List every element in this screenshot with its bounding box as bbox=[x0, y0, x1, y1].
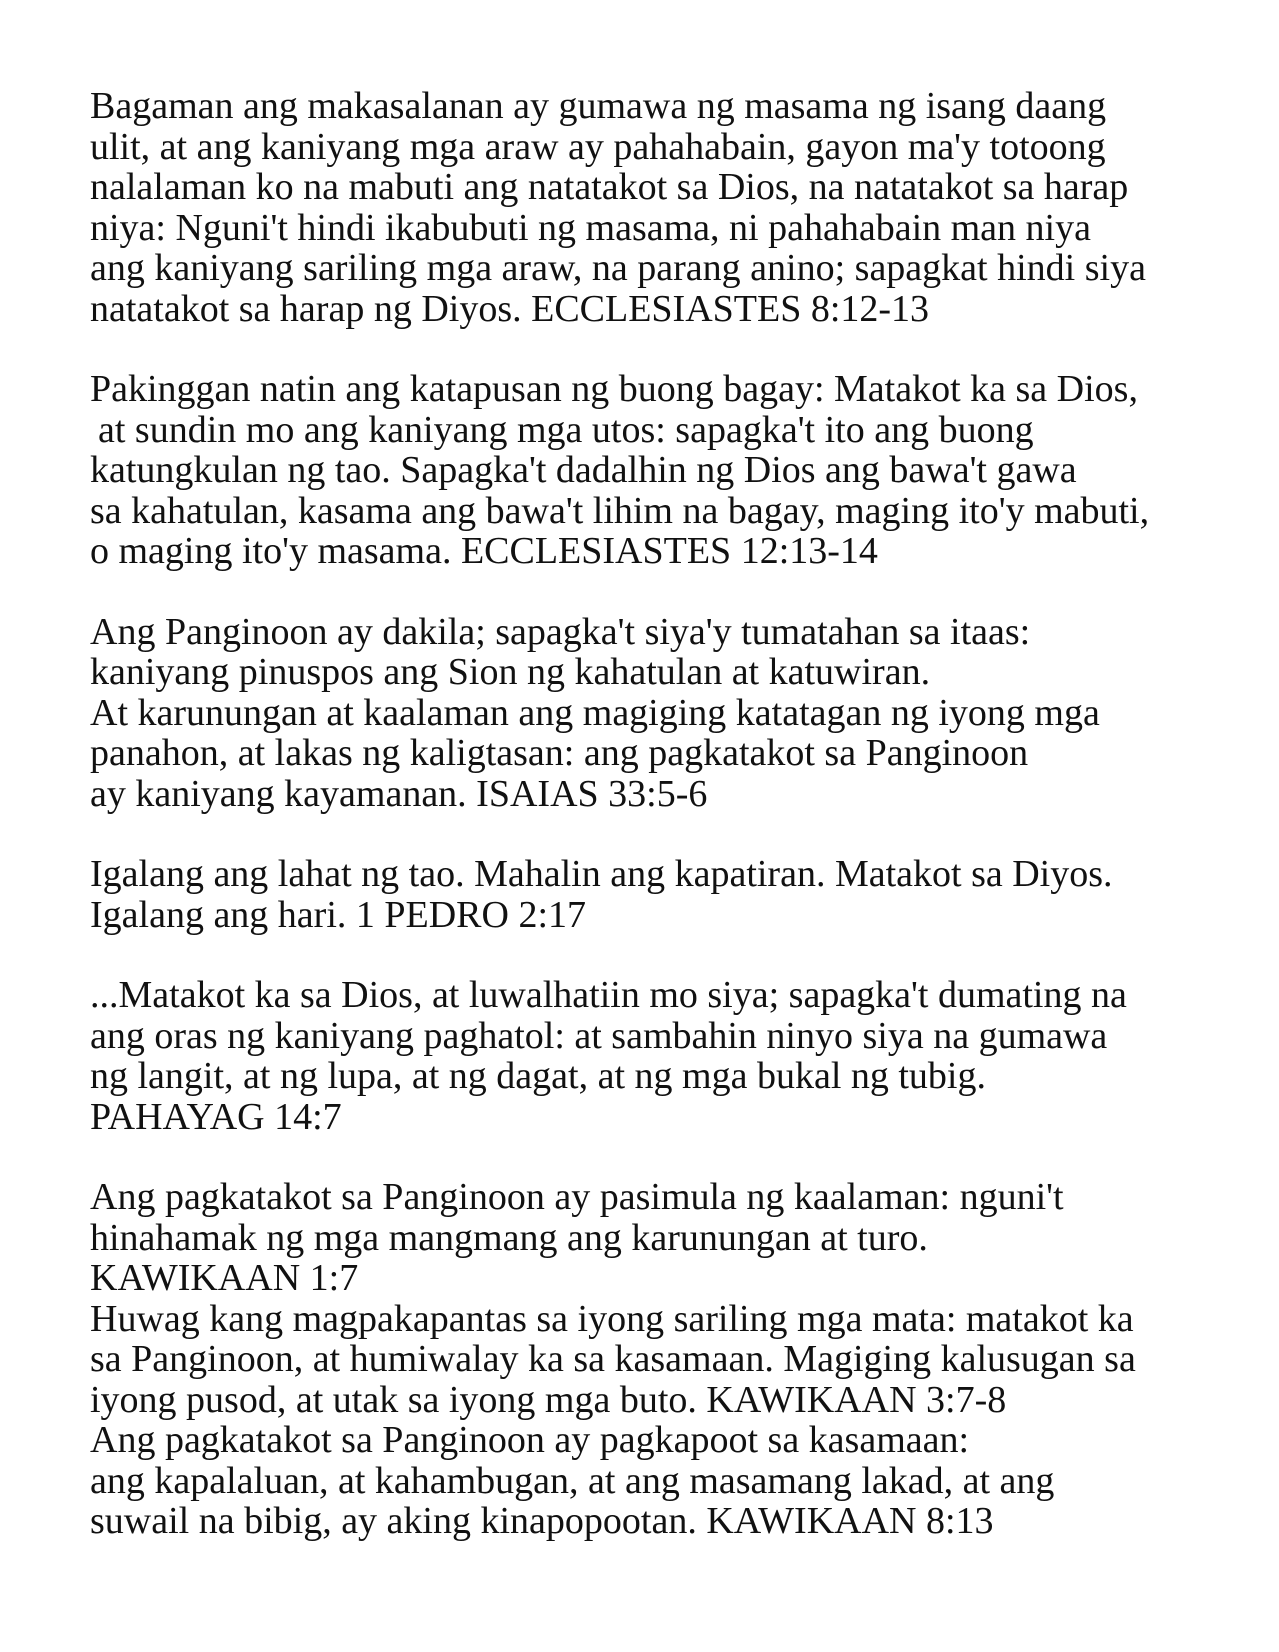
passage-ecclesiastes-12 bbox=[90, 369, 1220, 572]
text-line: Huwag kang magpakapantas sa iyong sariling mga mata: matakot ka bbox=[90, 1297, 1134, 1340]
passage-isaias-33 bbox=[90, 612, 1220, 815]
text-line: ang oras ng kaniyang paghatol: at sambahin ninyo siya na gumawa bbox=[90, 1014, 1108, 1057]
text-line: panahon, at lakas ng kaligtasan: ang pagkatakot sa Panginoon bbox=[90, 732, 1029, 774]
text-line: nalalaman ko na mabuti ang natatakot sa Dios, na natatakot sa harap bbox=[90, 166, 1129, 208]
text-line: at sundin mo ang kaniyang mga utos: sapagka't ito ang buong bbox=[98, 408, 1034, 451]
text-line: Pakinggan natin ang katapusan ng buong bagay: Matakot ka sa Dios, bbox=[90, 368, 1138, 410]
text-line: ...Matakot ka sa Dios, at luwalhatiin mo siya; sapagka't dumating na bbox=[90, 974, 1127, 1016]
text-line: hinahamak ng mga mangmang ang karunungan at turo. bbox=[90, 1216, 928, 1259]
text-line: o maging ito'y masama. ECCLESIASTES 12:13-14 bbox=[90, 530, 878, 572]
text-line: At karunungan at kaalaman ang magiging katatagan ng iyong mga bbox=[90, 691, 1100, 734]
text-line: ang kaniyang sariling mga araw, na parang anino; sapagkat hindi siya bbox=[90, 247, 1146, 289]
text-line: Bagaman ang makasalanan ay gumawa ng masama ng isang daang bbox=[90, 85, 1107, 127]
text-line: ay kaniyang kayamanan. ISAIAS 33:5-6 bbox=[90, 772, 708, 815]
passage-ecclesiastes-8 bbox=[90, 86, 1220, 329]
text-line: iyong pusod, at utak sa iyong mga buto. KAWIKAAN 3:7-8 bbox=[90, 1378, 1007, 1421]
text-line: KAWIKAAN 1:7 bbox=[90, 1257, 359, 1299]
text-line: PAHAYAG 14:7 bbox=[90, 1095, 342, 1138]
text-line: Ang pagkatakot sa Panginoon ay pagkapoot sa kasamaan: bbox=[90, 1419, 970, 1461]
text-line: katungkulan ng tao. Sapagka't dadalhin ng Dios ang bawa't gawa bbox=[90, 449, 1077, 491]
text-line: sa Panginoon, at humiwalay ka sa kasamaan. Magiging kalusugan sa bbox=[90, 1338, 1136, 1380]
text-line: ang kapalaluan, at kahambugan, at ang masamang lakad, at ang bbox=[90, 1459, 1055, 1502]
text-line: Ang pagkatakot sa Panginoon ay pasimula ng kaalaman: nguni't bbox=[90, 1176, 1064, 1218]
passage-kawikaan bbox=[90, 1177, 1220, 1542]
passage-pahayag-14 bbox=[90, 975, 1220, 1137]
text-line: natatakot sa harap ng Diyos. ECCLESIASTES 8:12-13 bbox=[90, 287, 930, 330]
text-line: Igalang ang hari. 1 PEDRO 2:17 bbox=[90, 893, 587, 936]
text-line: sa kahatulan, kasama ang bawa't lihim na bagay, maging ito'y mabuti, bbox=[90, 489, 1150, 532]
text-line: Ang Panginoon ay dakila; sapagka't siya'y tumatahan sa itaas: bbox=[90, 610, 1031, 653]
text-line: kaniyang pinuspos ang Sion ng kahatulan at katuwiran. bbox=[90, 651, 931, 693]
document-page bbox=[90, 86, 1220, 1542]
text-line: niya: Nguni't hindi ikabubuti ng masama, ni pahahabain man niya bbox=[90, 206, 1091, 249]
passage-1-pedro-2 bbox=[90, 854, 1220, 935]
text-line: ng langit, at ng lupa, at ng dagat, at ng mga bukal ng tubig. bbox=[90, 1055, 986, 1097]
text-line: Igalang ang lahat ng tao. Mahalin ang kapatiran. Matakot sa Diyos. bbox=[90, 853, 1113, 895]
text-line: ulit, at ang kaniyang mga araw ay pahahabain, gayon ma'y totoong bbox=[90, 125, 1106, 168]
text-line: suwail na bibig, ay aking kinapopootan. KAWIKAAN 8:13 bbox=[90, 1500, 994, 1542]
